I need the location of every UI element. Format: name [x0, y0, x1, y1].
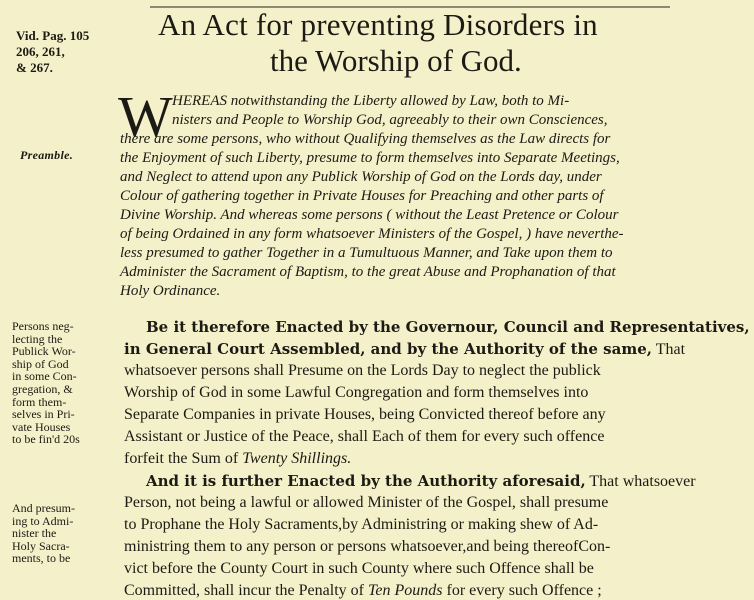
margin-note-line: Holy Sacra-: [12, 538, 70, 553]
preamble-margin-note: Preamble.: [20, 148, 74, 162]
preamble-line: Holy Ordinance.: [120, 283, 221, 299]
enactment-line: Person, not being a lawful or allowed Minister of the Gospel, shall presume: [124, 494, 609, 511]
enactment-line: Worship of God in some Lawful Congregation and form themselves into: [124, 384, 589, 401]
page-reference-line: Vid. Pag. 105: [16, 28, 90, 43]
roman-text: That whatsoever: [585, 473, 696, 490]
enactment-line: ministring them to any person or persons whatsoever,and being thereofCon-: [124, 538, 611, 555]
blackletter-text: And it is further Enacted by the Authority aforesaid,: [146, 472, 586, 490]
margin-note-line: And presum-: [12, 501, 75, 515]
preamble-line: Colour of gathering together in Private Houses for Preaching and other parts of: [120, 188, 604, 204]
enactment-line: [146, 318, 750, 336]
enactment-line: Assistant or Justice of the Peace, shall Each of them for every such offence: [124, 428, 605, 445]
roman-text: for every such Offence ;: [442, 582, 602, 599]
margin-note-line: Publick Wor-: [12, 344, 76, 359]
preamble-line: HEREAS notwithstanding the Liberty allowed by Law, both to Mi-: [172, 93, 570, 109]
margin-note-line: form them-: [12, 394, 67, 409]
act-title-line2: the Worship of God.: [270, 43, 522, 78]
margin-note-line: gregation, &: [12, 381, 73, 396]
margin-note-line: ship of God: [12, 356, 69, 371]
preamble-line: less presumed to gather Together in a Tumultuous Manner, and Take upon them to: [120, 245, 613, 261]
italic-text: Ten Pounds: [367, 582, 443, 599]
act-title-line1: An Act for preventing Disorders in: [158, 7, 598, 42]
margin-note-line: vate Houses: [12, 419, 71, 434]
margin-note-neglecting-worship: [12, 320, 120, 446]
italic-text: Twenty Shillings.: [242, 450, 352, 467]
enactment-line: Separate Companies in private Houses, being Convicted thereof before any: [124, 406, 606, 423]
blackletter-text: Be it therefore Enacted by the Governour, Council and Representatives,: [146, 318, 750, 336]
enactment-line: [146, 472, 696, 490]
enactment-line: [124, 340, 685, 358]
roman-text: forfeit the Sum of: [124, 450, 243, 467]
preamble-line: there are some persons, who without Qualifying themselves as the Law directs for: [120, 131, 611, 147]
preamble-line: nisters and People to Worship God, agreeably to their own Consciences,: [172, 112, 608, 128]
page-reference-line: & 267.: [16, 60, 53, 75]
margin-note-line: nister the: [12, 526, 57, 541]
enactment-line: to Prophane the Holy Sacraments,by Administring or making shew of Ad-: [124, 516, 599, 533]
margin-note-line: selves in Pri-: [12, 407, 75, 422]
drop-cap: W: [118, 84, 173, 149]
page-reference-line: 206, 261,: [16, 44, 65, 59]
margin-note-line: ing to Admi-: [12, 513, 74, 528]
margin-note-line: Persons neg-: [12, 319, 74, 333]
enactment-line: vict before the County Court in such County where such Offence shall be: [124, 560, 594, 577]
blackletter-text: in General Court Assembled, and by the Authority of the same,: [124, 340, 652, 358]
enactment-line: [124, 450, 351, 468]
preamble-line: Divine Worship. And whereas some persons ( without the Least Pretence or Colour: [120, 207, 619, 223]
roman-text: That: [651, 341, 686, 358]
preamble-line: Administer the Sacrament of Baptism, to the great Abuse and Prophanation of that: [120, 264, 616, 280]
roman-text: Committed, shall incur the Penalty of: [124, 582, 368, 599]
margin-note-administering-sacraments: [12, 502, 120, 565]
page-reference: [16, 28, 116, 76]
margin-note-line: in some Con-: [12, 369, 77, 384]
preamble-line: of being Ordained in any form whatsoever Ministers of the Gospel, ) have neverthe-: [120, 226, 624, 242]
enactment-line: whatsoever persons shall Presume on the Lords Day to neglect the publick: [124, 362, 601, 379]
margin-note-line: to be fin'd 20s: [12, 432, 80, 447]
preamble-line: and Neglect to attend upon any Publick Worship of God on the Lords day, under: [120, 169, 602, 185]
enactment-line: [124, 582, 602, 600]
preamble-line: the Enjoyment of such Liberty, presume to form themselves into Separate Meetings,: [120, 150, 620, 166]
margin-note-line: ments, to be: [12, 551, 71, 566]
margin-note-line: lecting the: [12, 331, 63, 346]
